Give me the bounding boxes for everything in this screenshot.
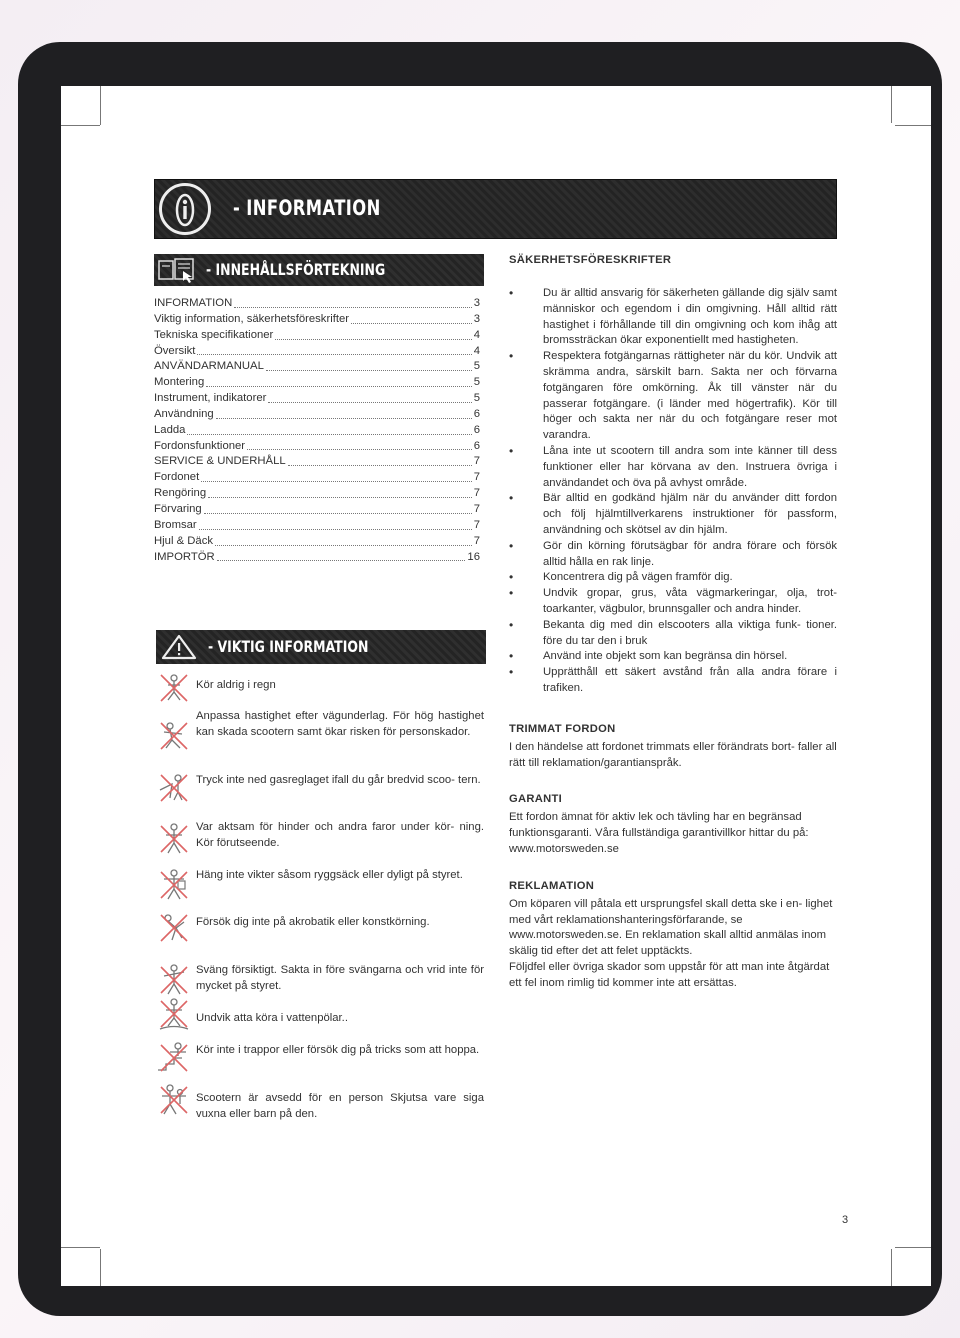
safety-item: • Du är alltid ansvarig för säkerheten gällande dig själv samt människor och egendom i din omgivning. Håll alltid rätt hastighet i förhållande till din omgivning och kom ihåg att bromssträckan ökar exponentiellt med hastigheten.: [509, 286, 837, 349]
tuned-vehicle-heading: TRIMMAT FORDON: [509, 722, 616, 735]
important-info-title: - VIKTIG INFORMATION: [208, 637, 369, 656]
toc-entry[interactable]: Fordonsfunktioner 6: [154, 439, 480, 452]
warranty-text: Ett fordon ämnat för aktiv lek och tävling har en begränsad funktionsgaranti. Våra fullständiga garantivillkor hittar du på: www.motorsweden.se: [509, 811, 809, 855]
information-banner: [154, 179, 837, 239]
careful-turning-icon: [156, 962, 192, 998]
info-icon: [159, 183, 211, 235]
crop-mark: [100, 86, 101, 125]
toc-entry[interactable]: Användning 6: [154, 407, 480, 420]
toc-entry[interactable]: ANVÄNDARMANUAL 5: [154, 360, 480, 373]
toc-title: - INNEHÅLLSFÖRTEKNING: [206, 260, 386, 279]
speed-warning-icon: [156, 718, 192, 754]
toc-entry[interactable]: Tekniska specifikationer 4: [154, 328, 480, 341]
complaint-heading: REKLAMATION: [509, 879, 595, 892]
no-rain-riding-icon: [156, 670, 192, 706]
warning-triangle-icon: [159, 633, 199, 661]
toc-entry[interactable]: Montering 5: [154, 376, 480, 389]
toc-header: [154, 254, 484, 286]
page-number: 3: [842, 1214, 849, 1226]
banner-title: - INFORMATION: [233, 196, 381, 220]
no-puddles-icon: [156, 996, 192, 1032]
warranty-heading: GARANTI: [509, 793, 563, 806]
safety-list: [509, 286, 837, 697]
crop-mark: [61, 125, 100, 126]
safety-item: • Bekanta dig med din elscooters alla viktiga funk- tioner. före du tar den i bruk: [509, 618, 837, 650]
toc-entry[interactable]: IMPORTÖR 16: [154, 550, 480, 563]
toc-entry[interactable]: Förvaring 7: [154, 502, 480, 515]
safety-item: • Gör din körning förutsägbar för andra förare och försök alltid hålla en rak linje.: [509, 539, 837, 571]
crop-mark: [100, 1249, 101, 1286]
crop-mark: [61, 1247, 100, 1248]
complaint-text-consequential: Följdfel eller övriga skador som uppstår för att man inte åtgärdat ett fel inom rimlig tid kommer inte att ersättas.: [509, 960, 830, 989]
complaint-text: Om köparen vill påtala ett ursprungsfel skall detta ske i en- lighet med vårt reklamationshanteringsförfarande, se www.motorsweden.se. En reklamation skall alltid anmälas inom skälig tid efter det att felet upptäckts.: [509, 897, 833, 958]
crop-mark: [895, 1247, 931, 1248]
manual-icon: [157, 257, 197, 283]
toc-entry[interactable]: Viktig information, säkerhetsföreskrifter 3: [154, 312, 480, 325]
safety-item: • Respektera fotgängarnas rättigheter när du kör. Undvik att skrämma andra, särskilt barn. Sakta ner och förvarna fotgängaren före omkörning. Åk till vänster när du passerar fotgängare. (i länder med högertrafik). Kör till höger och sakta ner när du och fotgängare reser mot varandra.: [509, 349, 837, 444]
toc-entry[interactable]: SERVICE & UNDERHÅLL 7: [154, 455, 480, 468]
safety-item: • Koncentrera dig på vägen framför dig.: [509, 570, 837, 586]
table-of-contents: [154, 296, 480, 565]
no-stairs-icon: [156, 1040, 192, 1076]
toc-entry[interactable]: Rengöring 7: [154, 487, 480, 500]
toc-entry[interactable]: Ladda 6: [154, 423, 480, 436]
toc-entry[interactable]: INFORMATION 3: [154, 297, 480, 309]
safety-heading: SÄKERHETSFÖRESKRIFTER: [509, 254, 672, 266]
no-hanging-bags-icon: [156, 867, 192, 903]
safety-item: • Använd inte objekt som kan begränsa din hörsel.: [509, 649, 837, 665]
important-info-header: [156, 630, 486, 664]
document-page: - INFORMATION - INNEHÅLLSFÖRTEKNING INFORMATION 3 Viktig information, säkerhetsföreskrifter 3 Tekniska specifikationer 4 Översikt 4 ANVÄNDARMANUAL 5 Montering 5 Instrument, indikatorer 5 Användning 6 Ladda 6 Fordonsfunktioner 6 SERVICE & UNDERHÅLL 7 Fordonet 7 Rengöring 7 Förvaring 7 Bromsar 7 Hjul & Däck 7 IMPORTÖR 16 - VIKTIG INFORMATION Kör aldrig i regn Anpassa hastighet efter vägunderlag. För hög hastighet kan skada scootern samt ökar risken för personskador. Tryck inte ned gasreglaget ifall du går bredvid scoo- tern. Var aktsam för hinder och andra faror under kör- ning. Kör förutseende. Häng inte vikter såsom ryggsäck eller dyligt på styret. Försök dig inte på akrobatik eller konstkörning. Sväng försiktigt. Sakta in före svängarna och vrid inte för mycket på styret. Undvik atta köra i vattenpölar.. Kör inte i trappor eller försök dig på tricks som att hoppa. Scootern är avsedd för en person Skjutsa vare siga vuxna eller barn på den. SÄKERHETSFÖRESKRIFTER • Du är alltid ansvarig för säkerheten gällande dig själv samt människor och egendom i din omgivning. Håll alltid rätt hastighet i förhållande till din omgivning och kom ihåg att bromssträckan ökar exponentiellt med hastigheten. • Respektera fotgängarnas rättigheter när du kör. Undvik att skrämma andra, särskilt barn. Sakta ner och förvarna fotgängaren före omkörning. Åk till vänster när du passerar fotgängare. (i länder med högertrafik). Kör till höger och sakta ner när du och fotgängare reser mot varandra. • Låna inte ut scootern till andra som inte känner till dess funktioner eller har körvana av den. Instruera övriga i användandet och öva på avhyst område. • Bär alltid en godkänd hjälm när du använder ditt fordon och följ hjälmtillverkarens instruktioner för passform, användning och skötsel av din hjälm. • Gör din körning förutsägbar för andra förare och försök alltid hålla en rak linje. • Koncentrera dig på vägen framför dig. • Undvik gropar, grus, våta vägmarkeringar, olja, trot- toarkanter, vägbulor, brunnsgaller och andra hinder. • Bekanta dig med din elscooters alla viktiga funk- tioner. före du tar den i bruk • Använd inte objekt som kan begränsa din hörsel. • Upprätthåll ett säkert avstånd från alla andra förare i trafiken. TRIMMAT FORDON I den händelse att fordonet trimmats eller förändrats bort- faller all rätt till reklamation/garantianspråk. GARANTI Ett fordon ämnat för aktiv lek och tävling har en begränsad funktionsgaranti. Våra fullständiga garantivillkor hittar du på: www.motorsweden.se REKLAMATION Om köparen vill påtala ett ursprungsfel skall detta ske i en- lighet med vårt reklamationshanteringsförfarande, se www.motorsweden.se. En reklamation skall alltid anmälas inom skälig tid efter det att felet upptäckts. Följdfel eller övriga skador som uppstår för att man inte åtgärdat ett fel inom rimlig tid kommer inte att ersättas. 3: [61, 86, 931, 1286]
crop-mark: [891, 1249, 892, 1286]
toc-entry[interactable]: Bromsar 7: [154, 518, 480, 531]
toc-entry[interactable]: Fordonet 7: [154, 471, 480, 484]
no-acrobatics-icon: [156, 910, 192, 946]
tuned-vehicle-text: I den händelse att fordonet trimmats eller förändrats bort- faller all rätt till reklamation/garantianspråk.: [509, 740, 837, 769]
safety-item: • Undvik gropar, grus, våta vägmarkeringar, olja, trot- toarkanter, vägbulor, brunnsgaller och andra hinder.: [509, 586, 837, 618]
crop-mark: [895, 125, 931, 126]
crop-mark: [891, 86, 892, 123]
single-rider-icon: [156, 1082, 192, 1118]
toc-entry[interactable]: Översikt 4: [154, 344, 480, 357]
no-throttle-walking-icon: [156, 770, 192, 806]
toc-entry[interactable]: Instrument, indikatorer 5: [154, 392, 480, 405]
safety-item: • Upprätthåll ett säkert avstånd från alla andra förare i trafiken.: [509, 665, 837, 697]
safety-column: [509, 254, 837, 991]
safety-item: • Bär alltid en godkänd hjälm när du använder ditt fordon och följ hjälmtillverkarens instruktioner för passform, användning och skötsel av din hjälm.: [509, 491, 837, 538]
obstacle-warning-icon: [156, 821, 192, 857]
toc-entry[interactable]: Hjul & Däck 7: [154, 534, 480, 547]
safety-item: • Låna inte ut scootern till andra som inte känner till dess funktioner eller har körvana av den. Instruera övriga i användandet och öva på avhyst område.: [509, 444, 837, 491]
